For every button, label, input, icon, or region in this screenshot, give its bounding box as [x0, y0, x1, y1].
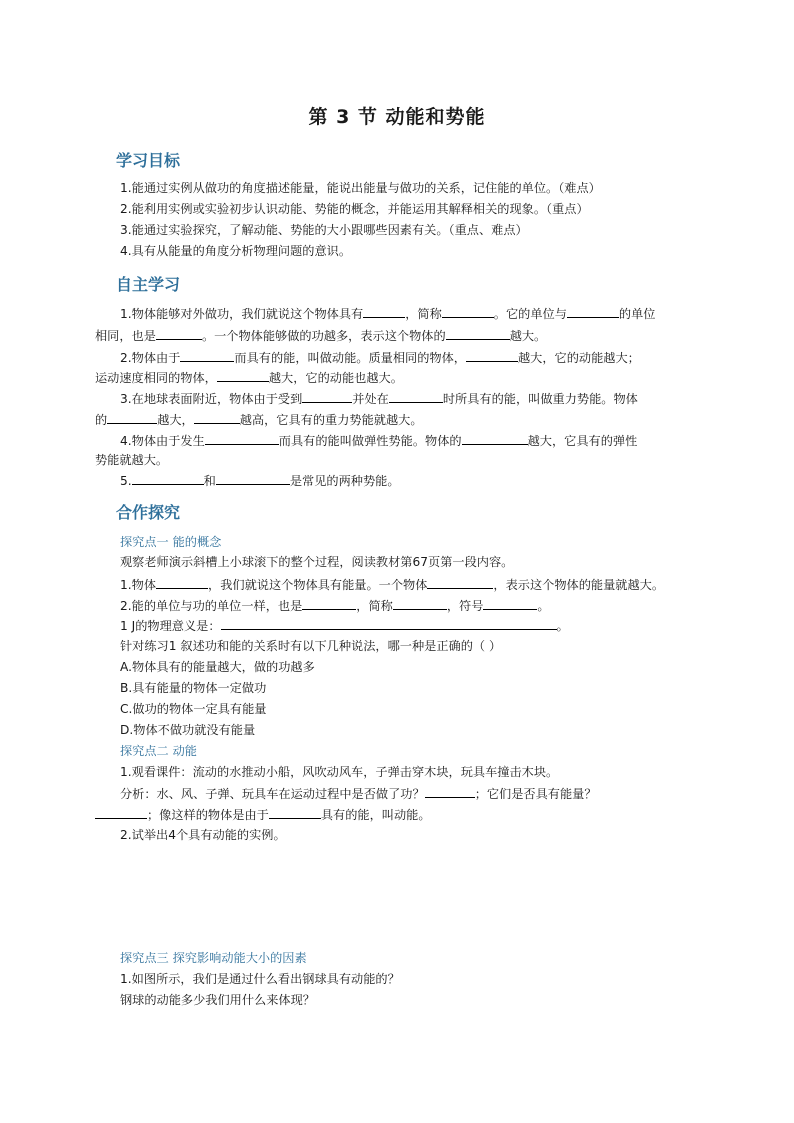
answer-blank[interactable]	[427, 576, 493, 589]
coop-line: 1.如图所示，我们是通过什么看出钢球具有动能的？	[120, 972, 400, 986]
coop-line: 2.试举出4个具有动能的实例。	[120, 828, 286, 842]
answer-blank[interactable]	[393, 597, 447, 610]
self-study-line-5: 3.在地球表面附近，物体由于受到 并处在 时所具有的能，叫做重力势能。物体	[120, 392, 638, 406]
subheading-point-1: 探究点一 能的概念	[120, 535, 222, 549]
answer-blank[interactable]	[194, 411, 240, 424]
answer-blank[interactable]	[302, 390, 352, 403]
answer-blank[interactable]	[446, 327, 510, 340]
self-study-line-1: 1.物体能够对外做功，我们就说这个物体具有 ，简称 。它的单位与 的单位	[120, 307, 656, 321]
option-b: B.具有能量的物体一定做功	[120, 681, 267, 695]
self-study-line-6: 的 越大， 越高，它具有的重力势能就越大。	[95, 413, 423, 427]
answer-blank[interactable]	[95, 806, 147, 819]
goal-item: 4.具有从能量的角度分析物理问题的意识。	[120, 244, 352, 258]
answer-blank[interactable]	[221, 617, 557, 630]
section-heading-goals: 学习目标	[116, 151, 181, 170]
option-d: D.物体不做功就没有能量	[120, 723, 256, 737]
answer-blank[interactable]	[363, 305, 405, 318]
option-c: C.做功的物体一定具有能量	[120, 702, 267, 716]
section-heading-cooperation: 合作探究	[116, 503, 181, 522]
coop-line-fill-5: ；像这样的物体是由于 具有的能，叫动能。	[95, 806, 431, 823]
coop-line: 观察老师演示斜槽上小球滚下的整个过程，阅读教材第67页第一段内容。	[120, 555, 514, 569]
answer-blank[interactable]	[132, 472, 204, 485]
answer-blank[interactable]	[156, 576, 208, 589]
answer-blank[interactable]	[389, 390, 443, 403]
coop-line-fill-2: 2.能的单位与功的单位一样，也是 ，简称 ，符号 。	[120, 599, 550, 613]
exercise-question: 针对练习1 叙述功和能的关系时有以下几种说法，哪一种是正确的（ ）	[120, 639, 502, 653]
self-study-line-4: 运动速度相同的物体， 越大，它的动能也越大。	[95, 371, 403, 385]
answer-blank[interactable]	[269, 806, 321, 819]
self-study-line-8: 势能就越大。	[95, 453, 169, 467]
coop-line: 钢球的动能多少我们用什么来体现？	[120, 993, 315, 1007]
answer-blank[interactable]	[217, 369, 269, 382]
goal-item: 3.能通过实验探究，了解动能、势能的大小跟哪些因素有关。（重点、难点）	[120, 223, 528, 237]
answer-blank[interactable]	[156, 327, 202, 340]
answer-blank[interactable]	[180, 349, 234, 362]
answer-blank[interactable]	[462, 432, 528, 445]
answer-blank[interactable]	[466, 349, 518, 362]
goal-item: 1.能通过实例从做功的角度描述能量，能说出能量与做功的关系，记住能的单位。（难点）	[120, 181, 601, 195]
subheading-point-2: 探究点二 动能	[120, 744, 197, 758]
section-heading-self-study: 自主学习	[116, 275, 181, 294]
answer-blank[interactable]	[216, 472, 290, 485]
answer-blank[interactable]	[205, 432, 279, 445]
coop-line-fill-1: 1.物体 ，我们就说这个物体具有能量。一个物体 ，表示这个物体的能量就越大。	[120, 578, 665, 592]
self-study-line-3: 2.物体由于 而具有的能，叫做动能。质量相同的物体， 越大，它的动能越大；	[120, 351, 640, 365]
self-study-line-7: 4.物体由于发生 而具有的能叫做弹性势能。物体的 越大，它具有的弹性	[120, 434, 638, 448]
self-study-line-2: 相同，也是 。一个物体能够做的功越多，表示这个物体的 越大。	[95, 329, 547, 343]
option-a: A.物体具有的能量越大，做的功越多	[120, 660, 315, 674]
answer-blank[interactable]	[442, 305, 494, 318]
answer-blank[interactable]	[302, 597, 356, 610]
page-title: 第 3 节 动能和势能	[308, 106, 486, 128]
coop-line-fill-3: 1 J的物理意义是： 。	[120, 619, 569, 633]
goal-item: 2.能利用实例或实验初步认识动能、势能的概念，并能运用其解释相关的现象。（重点）	[120, 202, 589, 216]
self-study-line-9: 5. 和 是常见的两种势能。	[120, 474, 400, 488]
coop-line-fill-4: 分析：水、风、子弹、玩具车在运动过程中是否做了功？ ；它们是否具有能量？	[120, 787, 597, 801]
answer-blank[interactable]	[107, 411, 157, 424]
subheading-point-3: 探究点三 探究影响动能大小的因素	[120, 951, 307, 965]
coop-line: 1.观看课件：流动的水推动小船，风吹动风车，子弹击穿木块，玩具车撞击木块。	[120, 765, 559, 779]
answer-blank[interactable]	[483, 597, 537, 610]
answer-blank[interactable]	[567, 305, 619, 318]
answer-blank[interactable]	[425, 785, 475, 798]
